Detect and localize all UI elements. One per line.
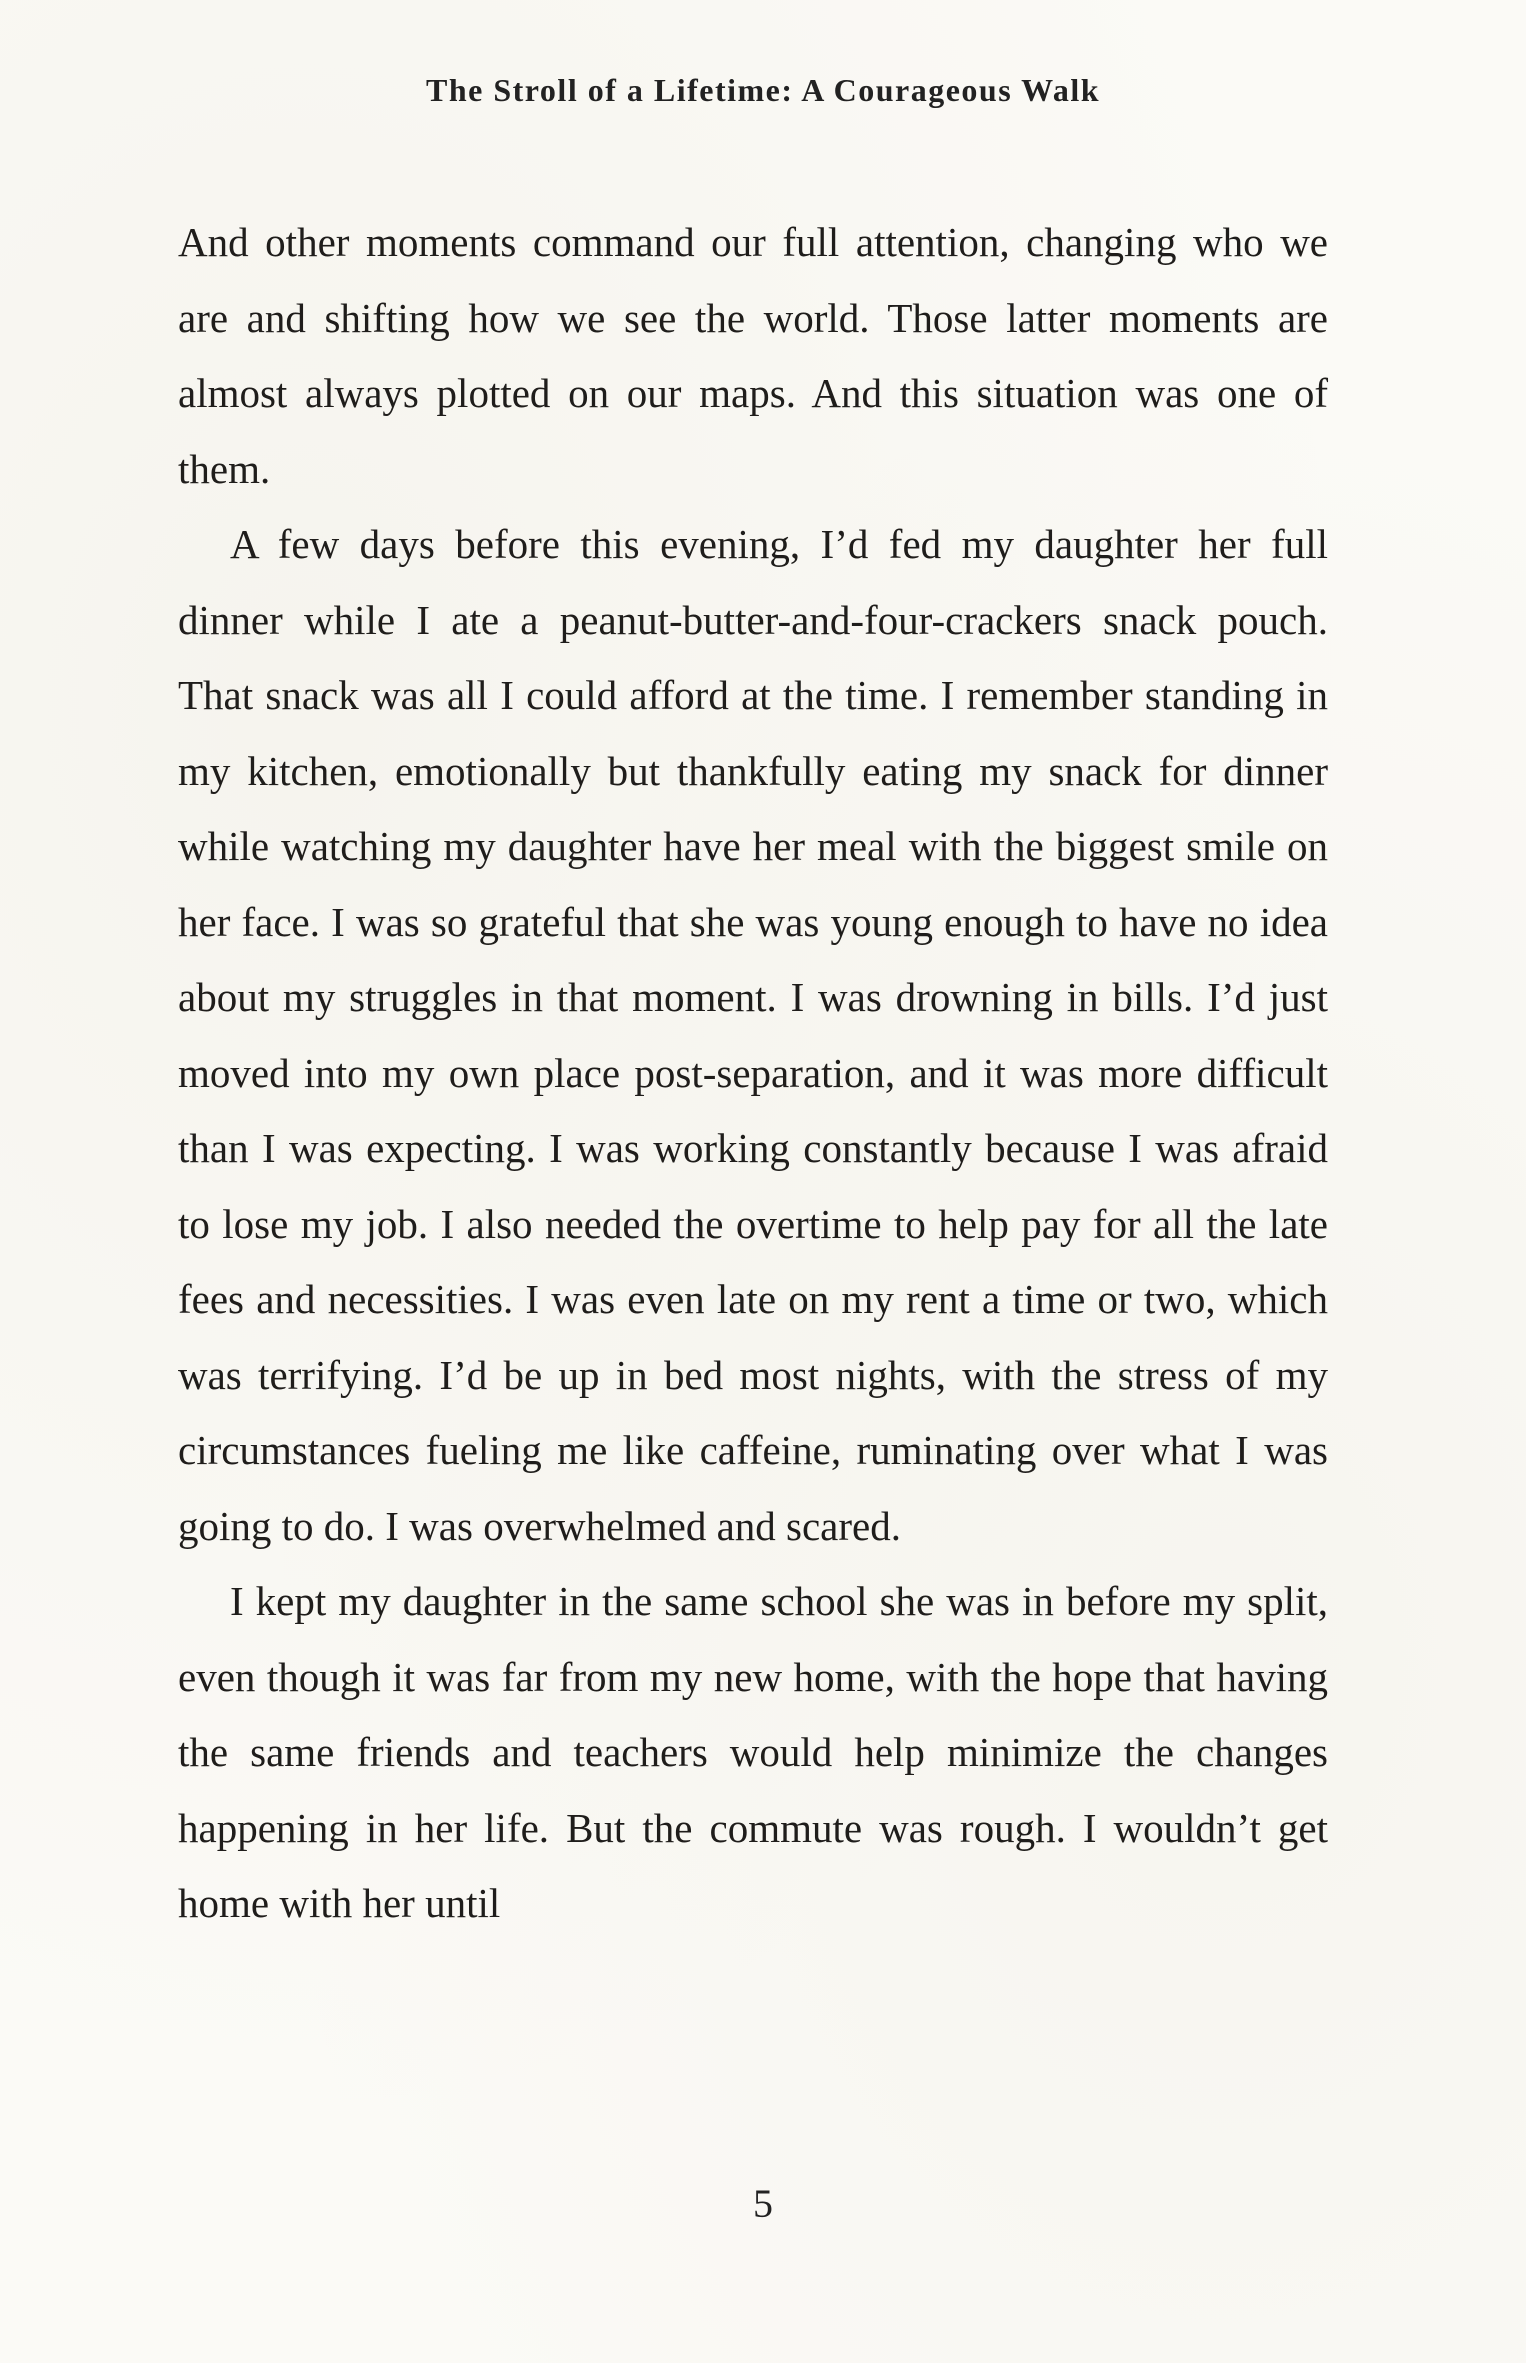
paragraph-1: And other moments command our full attention, changing who we are and shifting how we see the world. Those latter moments are almost always plotted on our maps. And this situation was one of them. xyxy=(178,219,1328,492)
body-text xyxy=(178,205,1328,1942)
paragraph-2: A few days before this evening, I’d fed my daughter her full dinner while I ate a peanut-butter-and-four-crackers snack pouch. That snack was all I could afford at the time. I remember standing in my kitchen, emotionally but thankfully eating my snack for dinner while watching my daughter have her meal with the biggest smile on her face. I was so grateful that she was young enough to have no idea about my struggles in that moment. I was drowning in bills. I’d just moved into my own place post-separation, and it was more difficult than I was expecting. I was working constantly because I was afraid to lose my job. I also needed the overtime to help pay for all the late fees and necessities. I was even late on my rent a time or two, which was terrifying. I’d be up in bed most nights, with the stress of my circumstances fueling me like caffeine, ruminating over what I was going to do. I was overwhelmed and scared. xyxy=(178,521,1328,1549)
running-head: The Stroll of a Lifetime: A Courageous Walk xyxy=(426,72,1100,108)
page-number: 5 xyxy=(753,2181,773,2226)
paragraph-3: I kept my daughter in the same school she was in before my split, even though it was far from my new home, with the hope that having the same friends and teachers would help minimize the changes happening in her life. But the commute was rough. I wouldn’t get home with her until xyxy=(178,1578,1328,1926)
